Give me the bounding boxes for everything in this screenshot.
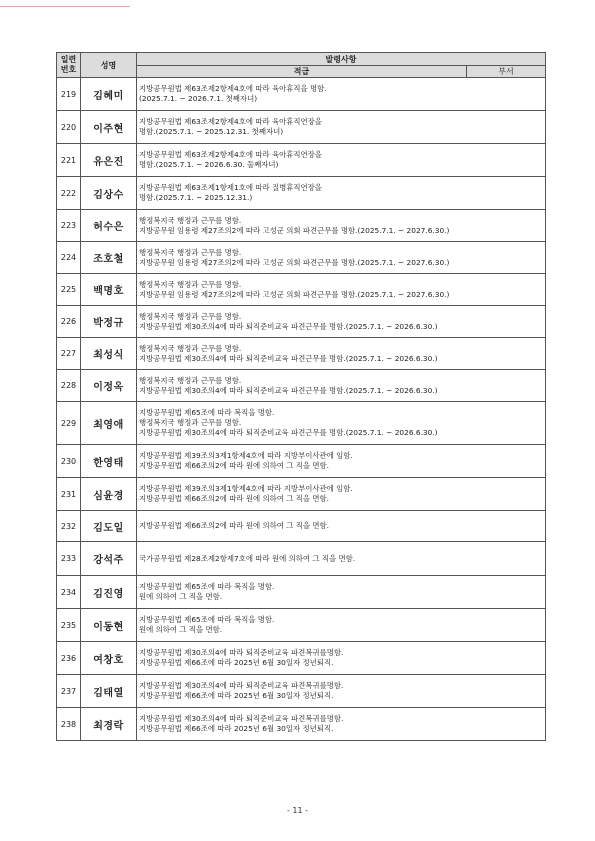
serial-number: 237 (57, 675, 81, 708)
appointment-detail (137, 338, 546, 370)
detail-line: 지방공무원법 제30조의4에 따라 퇴직준비교육 파견복귀를명함. (139, 714, 344, 723)
serial-number: 224 (57, 242, 81, 274)
detail-line: 행정복지국 행정과 근무를 명함. (139, 375, 242, 385)
serial-number: 236 (57, 642, 81, 675)
detail-line: 지방공무원법 제65조에 따라 복직을 명함. (139, 582, 275, 591)
detail-line: 행정복지국 행정과 근무를 명함. (139, 311, 242, 321)
table-row (57, 370, 546, 402)
appointment-detail (137, 708, 546, 741)
table-row (57, 642, 546, 675)
appointment-detail (137, 675, 546, 708)
detail-line: 지방공무원법 제65조에 따라 복직을 명함. (139, 408, 275, 417)
serial-number: 228 (57, 370, 81, 402)
serial-number: 227 (57, 338, 81, 370)
detail-line: 지방공무원 임용령 제27조의2에 따라 고성군 의회 파견근무를 명함.(2025.7.1. ~ 2027.6.30.) (139, 289, 450, 299)
appointment-detail (137, 576, 546, 609)
appointment-detail (137, 242, 546, 274)
person-name: 허수은 (81, 210, 137, 242)
table-row (57, 274, 546, 306)
person-name: 심윤경 (81, 478, 137, 511)
serial-number: 219 (57, 78, 81, 111)
header-name: 성명 (81, 53, 137, 78)
person-name: 강석주 (81, 542, 137, 576)
detail-line: 행정복지국 행정과 근무를 명함. (139, 279, 242, 289)
detail-line: 지방공무원법 제63조제1항제1호에 따라 질병휴직연장을 (139, 183, 322, 192)
person-name: 박정규 (81, 306, 137, 338)
table-row (57, 478, 546, 511)
person-name: 백명호 (81, 274, 137, 306)
header-note: 부서 (467, 66, 546, 78)
table-row (57, 78, 546, 111)
detail-line: 행정복지국 행정과 근무를 명함. (139, 215, 242, 225)
table-row (57, 445, 546, 478)
detail-line: 지방공무원법 제30조의4에 따라 퇴직준비교육 파견근무를 명함.(2025.7.1. ~ 2026.6.30.) (139, 353, 438, 363)
serial-number: 221 (57, 144, 81, 177)
person-name: 김도일 (81, 511, 137, 542)
table-row (57, 576, 546, 609)
detail-line: 행정복지국 행정과 근무를 명함. (139, 343, 242, 353)
person-name: 최경락 (81, 708, 137, 741)
serial-number: 232 (57, 511, 81, 542)
serial-number: 238 (57, 708, 81, 741)
serial-number: 223 (57, 210, 81, 242)
serial-number: 222 (57, 177, 81, 210)
serial-number: 234 (57, 576, 81, 609)
detail-line: 지방공무원법 제30조의4에 따라 퇴직준비교육 파견근무를 명함.(2025.7.1. ~ 2026.6.30.) (139, 321, 438, 331)
table-row (57, 242, 546, 274)
detail-line: 지방공무원법 제30조의4에 따라 퇴직준비교육 파견근무를 명함.(2025.7.1. ~ 2026.6.30.) (139, 385, 438, 395)
person-name: 김상수 (81, 177, 137, 210)
appointment-detail (137, 306, 546, 338)
detail-line: 지방공무원법 제65조에 따라 복직을 명함. (139, 615, 275, 624)
person-name: 이동현 (81, 609, 137, 642)
detail-line: (2025.7.1. ~ 2026.7.1. 첫째자녀) (139, 94, 258, 103)
table-row (57, 338, 546, 370)
person-name: 이주현 (81, 111, 137, 144)
header-matter: 발령사항 (137, 53, 546, 66)
serial-number: 225 (57, 274, 81, 306)
page-number: - 11 - (286, 806, 309, 815)
person-name: 한영태 (81, 445, 137, 478)
person-name: 김태열 (81, 675, 137, 708)
table-row (57, 542, 546, 576)
detail-line: 지방공무원 임용령 제27조의2에 따라 고성군 의회 파견근무를 명함.(2025.7.1. ~ 2027.6.30.) (139, 225, 450, 235)
table-row (57, 144, 546, 177)
detail-line: 원에 의하여 그 직을 면함. (139, 592, 223, 601)
top-rule (0, 6, 130, 7)
appointment-detail (137, 111, 546, 144)
detail-line: 지방공무원법 제66조의2에 따라 원에 의하여 그 직을 면함. (139, 521, 329, 530)
person-name: 여창호 (81, 642, 137, 675)
appointment-detail (137, 78, 546, 111)
table-row (57, 111, 546, 144)
detail-line: 지방공무원법 제39조의3제1항제4호에 따라 지방부이사관에 임함. (139, 484, 353, 493)
appointment-detail (137, 642, 546, 675)
detail-line: 지방공무원법 제63조제2항제4호에 따라 육아휴직을 명함. (139, 84, 327, 93)
person-name: 김혜미 (81, 78, 137, 111)
table-row (57, 210, 546, 242)
table-row (57, 511, 546, 542)
table-row (57, 306, 546, 338)
serial-number: 230 (57, 445, 81, 478)
detail-line: 국가공무원법 제28조제2항제7호에 따라 원에 의하여 그 직을 면함. (139, 553, 356, 563)
serial-number: 233 (57, 542, 81, 576)
serial-number: 235 (57, 609, 81, 642)
serial-number: 231 (57, 478, 81, 511)
serial-number: 229 (57, 402, 81, 445)
detail-line: 지방공무원법 제63조제2항제4호에 따라 육아휴직연장을 (139, 117, 322, 126)
table-row (57, 675, 546, 708)
appointment-detail (137, 609, 546, 642)
table-row (57, 402, 546, 445)
table-row (57, 708, 546, 741)
detail-line: 지방공무원법 제66조의2에 따라 원에 의하여 그 직을 면함. (139, 494, 329, 503)
appointment-detail (137, 370, 546, 402)
appointment-detail (137, 402, 546, 445)
detail-line: 지방공무원 임용령 제27조의2에 따라 고성군 의회 파견근무를 명함.(2025.7.1. ~ 2027.6.30.) (139, 257, 450, 267)
detail-line: 원에 의하여 그 직을 면함. (139, 625, 223, 634)
detail-line: 지방공무원법 제30조의4에 따라 퇴직준비교육 파견근무를 명함.(2025.7.1. ~ 2026.6.30.) (139, 428, 438, 437)
table-row (57, 609, 546, 642)
header-serial-no: 일련 번호 (57, 53, 81, 78)
table-row (57, 177, 546, 210)
detail-line: 행정복지국 행정과 근무를 명함. (139, 418, 242, 427)
appointment-detail (137, 177, 546, 210)
appointment-detail (137, 144, 546, 177)
detail-line: 지방공무원법 제30조의4에 따라 퇴직준비교육 파견복귀를명함. (139, 648, 344, 657)
appointment-detail (137, 274, 546, 306)
detail-line: 지방공무원법 제66조에 따라 2025년 6월 30일자 정년퇴직. (139, 724, 334, 733)
person-name: 유은진 (81, 144, 137, 177)
person-name: 김진영 (81, 576, 137, 609)
person-name: 이정옥 (81, 370, 137, 402)
detail-line: 지방공무원법 제63조제2항제4호에 따라 육아휴직연장을 (139, 150, 322, 159)
detail-line: 지방공무원법 제66조에 따라 2025년 6월 30일자 정년퇴직. (139, 691, 334, 700)
appointment-detail (137, 511, 546, 542)
person-name: 최성식 (81, 338, 137, 370)
detail-line: 명함.(2025.7.1. ~ 2025.12.31.) (139, 193, 253, 202)
appointment-detail (137, 478, 546, 511)
appointment-detail (137, 542, 546, 576)
serial-number: 226 (57, 306, 81, 338)
detail-line: 명함.(2025.7.1. ~ 2026.6.30. 둘째자녀) (139, 160, 279, 169)
appointment-detail (137, 445, 546, 478)
detail-line: 지방공무원법 제30조의4에 따라 퇴직준비교육 파견복귀를명함. (139, 681, 344, 690)
person-name: 최영애 (81, 402, 137, 445)
detail-line: 명함.(2025.7.1. ~ 2025.12.31. 첫째자녀) (139, 127, 284, 136)
detail-line: 지방공무원법 제39조의3제1항제4호에 따라 지방부이사관에 임함. (139, 451, 353, 460)
appointment-detail (137, 210, 546, 242)
header-detail: 적급 (137, 66, 467, 78)
serial-number: 220 (57, 111, 81, 144)
detail-line: 행정복지국 행정과 근무를 명함. (139, 247, 242, 257)
detail-line: 지방공무원법 제66조에 따라 2025년 6월 30일자 정년퇴직. (139, 658, 334, 667)
appointment-table (56, 52, 546, 741)
detail-line: 지방공무원법 제66조의2에 따라 원에 의하여 그 직을 면함. (139, 461, 329, 470)
person-name: 조호철 (81, 242, 137, 274)
